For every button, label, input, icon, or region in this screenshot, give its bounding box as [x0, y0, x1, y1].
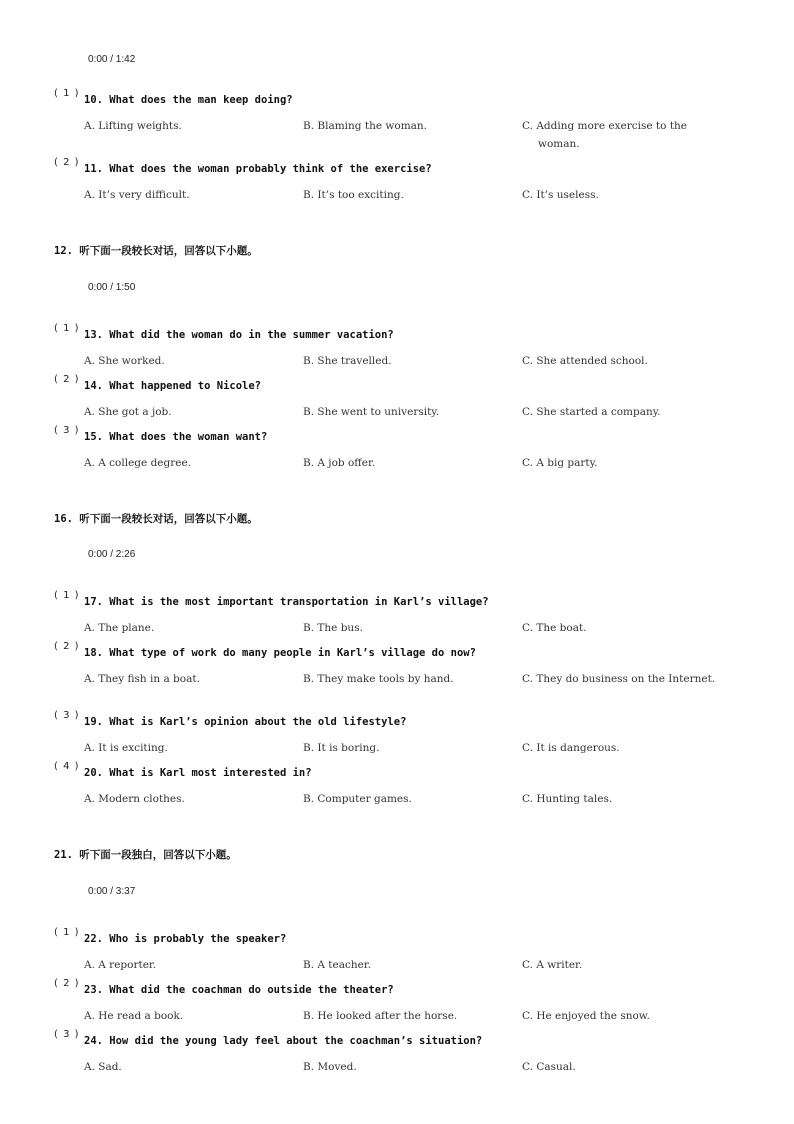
question-text: 20. What is Karl most interested in? [84, 767, 312, 779]
sub-question-number: ( 3 ) [54, 425, 80, 436]
question-text: 10. What does the man keep doing? [84, 94, 293, 106]
option-a[interactable]: A. Modern clothes. [84, 793, 185, 805]
option-c[interactable]: C. Adding more exercise to the woman. [522, 120, 688, 150]
sub-question-number: ( 1 ) [54, 927, 80, 938]
question-text: 11. What does the woman probably think of the exercise? [84, 163, 432, 175]
option-b[interactable]: B. He looked after the horse. [303, 1010, 458, 1022]
audio-player-time[interactable]: 0:00 / 2:26 [88, 549, 136, 560]
option-b[interactable]: B. She travelled. [303, 355, 392, 367]
option-a[interactable]: A. She got a job. [84, 406, 172, 418]
sub-question-number: ( 2 ) [54, 157, 80, 168]
option-a[interactable]: A. Lifting weights. [84, 120, 182, 132]
option-c[interactable]: C. The boat. [522, 622, 587, 634]
option-a[interactable]: A. A reporter. [84, 959, 157, 971]
option-c[interactable]: C. She started a company. [522, 406, 661, 418]
option-b[interactable]: B. She went to university. [303, 406, 440, 418]
section-heading: 21. 听下面一段独白，回答以下小题。 [54, 849, 237, 861]
option-b[interactable]: B. It’s too exciting. [303, 189, 404, 201]
sub-question-number: ( 4 ) [54, 761, 80, 772]
option-b[interactable]: B. Computer games. [303, 793, 412, 805]
sub-question-number: ( 1 ) [54, 323, 80, 334]
sub-question-number: ( 3 ) [54, 1029, 80, 1040]
option-b[interactable]: B. A teacher. [303, 959, 372, 971]
option-c[interactable]: C. He enjoyed the snow. [522, 1010, 650, 1022]
question-text: 19. What is Karl’s opinion about the old lifestyle? [84, 716, 407, 728]
option-a[interactable]: A. The plane. [84, 622, 155, 634]
option-c[interactable]: C. It is dangerous. [522, 742, 620, 754]
section-heading: 12. 听下面一段较长对话，回答以下小题。 [54, 245, 258, 257]
option-a[interactable]: A. They fish in a boat. [84, 673, 200, 685]
question-text: 13. What did the woman do in the summer vacation? [84, 329, 394, 341]
option-b[interactable]: B. It is boring. [303, 742, 380, 754]
option-c[interactable]: C. A writer. [522, 959, 583, 971]
option-b[interactable]: B. A job offer. [303, 457, 376, 469]
section-heading: 16. 听下面一段较长对话，回答以下小题。 [54, 513, 258, 525]
audio-player-time[interactable]: 0:00 / 1:42 [88, 54, 136, 65]
sub-question-number: ( 3 ) [54, 710, 80, 721]
option-a[interactable]: A. It is exciting. [84, 742, 168, 754]
option-b[interactable]: B. Moved. [303, 1061, 357, 1073]
question-text: 24. How did the young lady feel about the coachman’s situation? [84, 1035, 483, 1047]
question-text: 15. What does the woman want? [84, 431, 268, 443]
option-a[interactable]: A. It’s very difficult. [84, 189, 190, 201]
question-text: 17. What is the most important transportation in Karl’s village? [84, 596, 489, 608]
question-text: 23. What did the coachman do outside the theater? [84, 984, 394, 996]
option-a[interactable]: A. A college degree. [84, 457, 192, 469]
question-text: 14. What happened to Nicole? [84, 380, 262, 392]
audio-player-time[interactable]: 0:00 / 3:37 [88, 886, 136, 897]
sub-question-number: ( 2 ) [54, 978, 80, 989]
question-text: 22. Who is probably the speaker? [84, 933, 287, 945]
option-a[interactable]: A. He read a book. [84, 1010, 184, 1022]
audio-player-time[interactable]: 0:00 / 1:50 [88, 282, 136, 293]
option-c[interactable]: C. Hunting tales. [522, 793, 613, 805]
option-c[interactable]: C. She attended school. [522, 355, 648, 367]
option-b[interactable]: B. Blaming the woman. [303, 120, 428, 132]
sub-question-number: ( 2 ) [54, 641, 80, 652]
question-text: 18. What type of work do many people in Karl’s village do now? [84, 647, 476, 659]
option-c[interactable]: C. Casual. [522, 1061, 576, 1073]
option-a[interactable]: A. She worked. [84, 355, 165, 367]
option-c[interactable]: C. They do business on the Internet. [522, 673, 716, 685]
sub-question-number: ( 1 ) [54, 590, 80, 601]
option-b[interactable]: B. They make tools by hand. [303, 673, 454, 685]
option-a[interactable]: A. Sad. [84, 1061, 122, 1073]
sub-question-number: ( 1 ) [54, 88, 80, 99]
option-b[interactable]: B. The bus. [303, 622, 363, 634]
option-c[interactable]: C. It’s useless. [522, 189, 599, 201]
option-c[interactable]: C. A big party. [522, 457, 598, 469]
sub-question-number: ( 2 ) [54, 374, 80, 385]
